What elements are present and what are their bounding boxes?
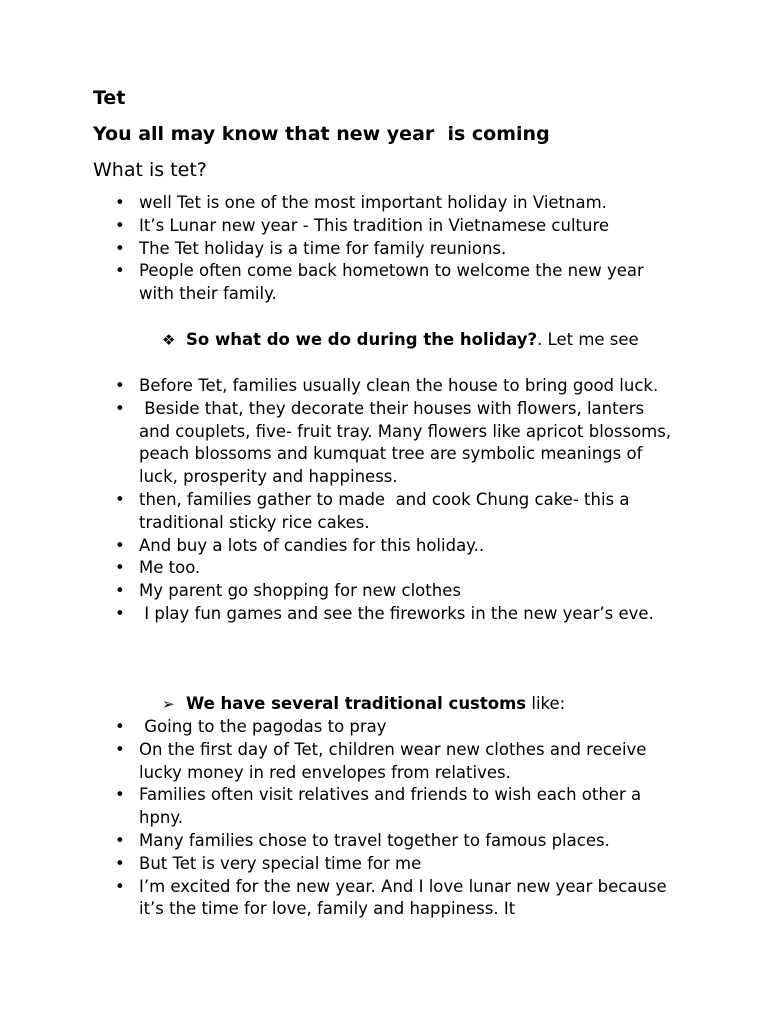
bullet-icon: • xyxy=(115,376,125,395)
subheading-customs xyxy=(0,693,768,716)
bullet-icon: • xyxy=(115,603,125,623)
bullet-icon: • xyxy=(115,785,125,805)
diamond-bullet-icon: ❖ xyxy=(162,331,176,349)
list-item xyxy=(0,489,768,535)
subheading-rest-text: like: xyxy=(526,694,566,713)
list-item xyxy=(0,580,768,603)
list-item-text: Before Tet, families usually clean the house to bring good luck. xyxy=(139,376,659,395)
subheading-bold-text: We have several traditional customs xyxy=(186,694,527,713)
list-item xyxy=(0,716,768,739)
bullet-icon: • xyxy=(115,489,125,509)
bullet-icon: • xyxy=(115,398,125,418)
bullet-icon: • xyxy=(115,558,125,578)
bullet-icon: • xyxy=(115,830,125,850)
bullet-icon: • xyxy=(115,193,125,212)
subheading-rest-text: . Let me see xyxy=(537,330,639,349)
list-item xyxy=(0,876,768,922)
list-item xyxy=(0,215,768,238)
subheading-holiday xyxy=(0,329,768,352)
bullet-icon: • xyxy=(115,581,125,601)
list-item-text: People often come back hometown to welcome the new year with their family. xyxy=(139,261,650,304)
list-item-text: But Tet is very special time for me xyxy=(139,853,422,873)
list-item xyxy=(0,557,768,580)
list-item-text: I play fun games and see the fireworks in the new year’s eve. xyxy=(139,603,654,623)
bullet-list-intro xyxy=(0,192,768,306)
list-item-text: The Tet holiday is a time for family reunions. xyxy=(139,238,507,258)
document-subtitle: You all may know that new year is coming xyxy=(93,123,550,145)
list-item-text: Going to the pagodas to pray xyxy=(139,717,387,736)
list-item-text: On the first day of Tet, children wear new clothes and receive lucky money in red envelopes from relatives. xyxy=(139,739,652,782)
subheading-bold-text: So what do we do during the holiday? xyxy=(186,330,538,349)
list-item-text: Me too. xyxy=(139,558,201,578)
list-item xyxy=(0,535,768,558)
bullet-icon: • xyxy=(115,535,125,555)
list-item-text: Families often visit relatives and friends to wish each other a hpny. xyxy=(139,785,647,828)
list-item xyxy=(0,238,768,261)
list-item-text: well Tet is one of the most important holiday in Vietnam. xyxy=(139,193,607,212)
list-item-text: It’s Lunar new year - This tradition in Vietnamese culture xyxy=(139,215,610,235)
list-item xyxy=(0,784,768,830)
document-title: Tet xyxy=(93,87,126,109)
list-item xyxy=(0,398,768,489)
bullet-list-customs xyxy=(0,716,768,921)
list-item-text: Many families chose to travel together to famous places. xyxy=(139,830,610,850)
list-item xyxy=(0,739,768,785)
list-item xyxy=(0,260,768,306)
bullet-icon: • xyxy=(115,876,125,896)
bullet-icon: • xyxy=(115,215,125,235)
list-item-text: My parent go shopping for new clothes xyxy=(139,581,461,601)
bullet-icon: • xyxy=(115,717,125,736)
arrow-bullet-icon: ➢ xyxy=(162,695,175,713)
list-item-text: then, families gather to made and cook Chung cake- this a traditional sticky rice cakes. xyxy=(139,489,635,532)
list-item xyxy=(0,830,768,853)
list-item xyxy=(0,192,768,215)
bullet-icon: • xyxy=(115,853,125,873)
list-item xyxy=(0,853,768,876)
bullet-icon: • xyxy=(115,238,125,258)
list-item xyxy=(0,603,768,626)
bullet-icon: • xyxy=(115,261,125,281)
list-item-text: I’m excited for the new year. And I love lunar new year because it’s the time for love, family and happiness. It xyxy=(139,876,672,919)
bullet-icon: • xyxy=(115,739,125,759)
list-item-text: Beside that, they decorate their houses with flowers, lanters and couplets, five- fruit tray. Many flowers like apricot blossoms, peach blossoms and kumquat tree are symbolic meanings of luck, prosperity and happiness. xyxy=(139,398,677,487)
list-item-text: And buy a lots of candies for this holiday.. xyxy=(139,535,485,555)
section-question: What is tet? xyxy=(93,159,207,181)
list-item xyxy=(0,375,768,398)
bullet-list-activities xyxy=(0,375,768,626)
